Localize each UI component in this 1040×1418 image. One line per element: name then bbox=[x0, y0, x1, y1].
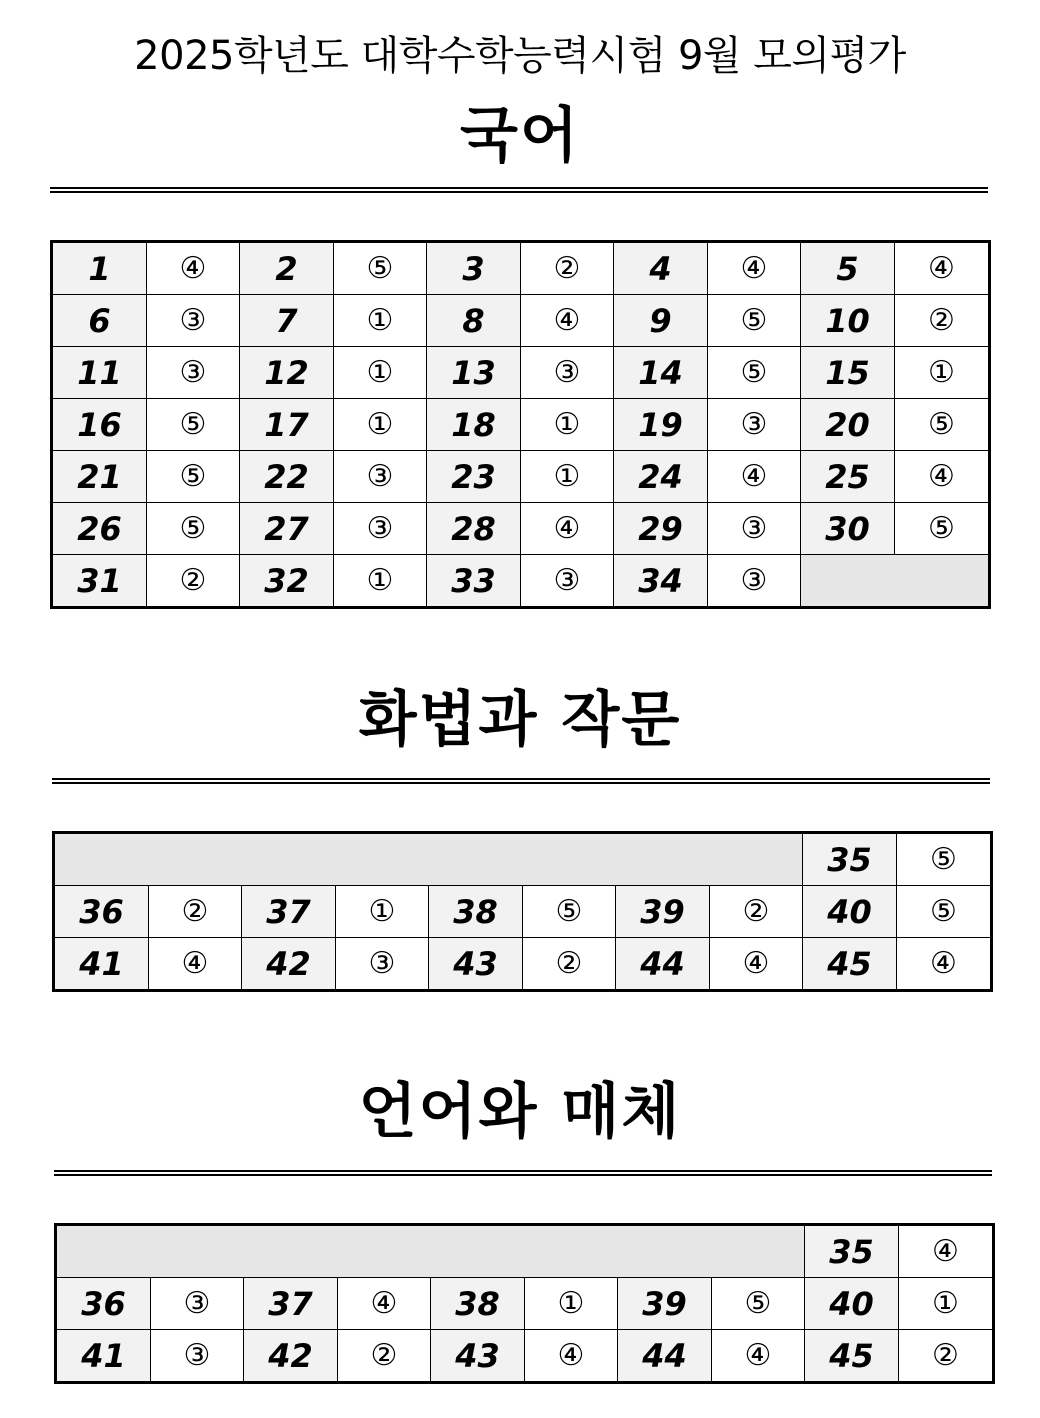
answer-choice: ⑤ bbox=[897, 886, 992, 938]
question-number: 35 bbox=[805, 1225, 899, 1278]
answer-choice: ④ bbox=[525, 1330, 618, 1383]
answer-choice: ③ bbox=[147, 347, 240, 399]
answer-choice: ④ bbox=[338, 1278, 431, 1330]
empty-cell bbox=[56, 1225, 805, 1278]
question-number: 26 bbox=[52, 503, 147, 555]
table-row bbox=[52, 347, 990, 399]
answer-choice: ④ bbox=[899, 1225, 994, 1278]
question-number: 8 bbox=[427, 295, 521, 347]
question-number: 29 bbox=[614, 503, 708, 555]
title-divider bbox=[54, 1170, 992, 1176]
question-number: 14 bbox=[614, 347, 708, 399]
answer-choice: ④ bbox=[895, 242, 990, 295]
answer-choice: ② bbox=[710, 886, 803, 938]
answer-choice: ④ bbox=[147, 242, 240, 295]
answer-table-korean bbox=[50, 240, 991, 609]
answer-choice: ② bbox=[338, 1330, 431, 1383]
answer-choice: ⑤ bbox=[712, 1278, 805, 1330]
answer-choice: ① bbox=[895, 347, 990, 399]
question-number: 41 bbox=[56, 1330, 151, 1383]
question-number: 15 bbox=[801, 347, 895, 399]
table-row bbox=[56, 1330, 994, 1383]
question-number: 19 bbox=[614, 399, 708, 451]
question-number: 44 bbox=[616, 938, 710, 991]
title-divider bbox=[52, 778, 990, 784]
answer-table-language-media bbox=[54, 1223, 995, 1384]
question-number: 37 bbox=[242, 886, 336, 938]
question-number: 4 bbox=[614, 242, 708, 295]
answer-choice: ④ bbox=[712, 1330, 805, 1383]
question-number: 36 bbox=[54, 886, 149, 938]
table-row bbox=[52, 242, 990, 295]
question-number: 40 bbox=[805, 1278, 899, 1330]
question-number: 22 bbox=[240, 451, 334, 503]
question-number: 40 bbox=[803, 886, 897, 938]
answer-choice: ④ bbox=[521, 295, 614, 347]
answer-choice: ① bbox=[334, 555, 427, 608]
answer-choice: ① bbox=[521, 451, 614, 503]
question-number: 38 bbox=[429, 886, 523, 938]
answer-choice: ① bbox=[521, 399, 614, 451]
question-number: 13 bbox=[427, 347, 521, 399]
question-number: 43 bbox=[429, 938, 523, 991]
table-row bbox=[52, 555, 990, 608]
answer-choice: ③ bbox=[521, 555, 614, 608]
answer-choice: ⑤ bbox=[523, 886, 616, 938]
question-number: 6 bbox=[52, 295, 147, 347]
question-number: 10 bbox=[801, 295, 895, 347]
question-number: 42 bbox=[244, 1330, 338, 1383]
answer-choice: ④ bbox=[710, 938, 803, 991]
question-number: 30 bbox=[801, 503, 895, 555]
title-divider bbox=[50, 187, 988, 193]
question-number: 24 bbox=[614, 451, 708, 503]
question-number: 44 bbox=[618, 1330, 712, 1383]
answer-choice: ① bbox=[899, 1278, 994, 1330]
question-number: 43 bbox=[431, 1330, 525, 1383]
question-number: 16 bbox=[52, 399, 147, 451]
question-number: 41 bbox=[54, 938, 149, 991]
question-number: 2 bbox=[240, 242, 334, 295]
question-number: 18 bbox=[427, 399, 521, 451]
answer-choice: ③ bbox=[151, 1278, 244, 1330]
answer-choice: ③ bbox=[708, 399, 801, 451]
answer-choice: ③ bbox=[334, 503, 427, 555]
exam-title: 2025학년도 대학수학능력시험 9월 모의평가 bbox=[134, 33, 906, 79]
answer-choice: ③ bbox=[336, 938, 429, 991]
section-title-korean: 국어 bbox=[460, 101, 580, 171]
answer-choice: ③ bbox=[151, 1330, 244, 1383]
question-number: 27 bbox=[240, 503, 334, 555]
answer-choice: ② bbox=[523, 938, 616, 991]
table-row bbox=[54, 833, 992, 886]
answer-choice: ⑤ bbox=[147, 451, 240, 503]
answer-table-speech-writing bbox=[52, 831, 993, 992]
answer-choice: ② bbox=[149, 886, 242, 938]
question-number: 11 bbox=[52, 347, 147, 399]
table-row bbox=[56, 1278, 994, 1330]
answer-choice: ⑤ bbox=[708, 295, 801, 347]
answer-choice: ⑤ bbox=[895, 503, 990, 555]
answer-choice: ⑤ bbox=[147, 399, 240, 451]
section-title-language-media: 언어와 매체 bbox=[358, 1077, 682, 1147]
section-title-speech-writing: 화법과 작문 bbox=[358, 685, 682, 755]
question-number: 32 bbox=[240, 555, 334, 608]
question-number: 5 bbox=[801, 242, 895, 295]
answer-choice: ⑤ bbox=[708, 347, 801, 399]
question-number: 38 bbox=[431, 1278, 525, 1330]
question-number: 39 bbox=[616, 886, 710, 938]
question-number: 35 bbox=[803, 833, 897, 886]
answer-choice: ④ bbox=[149, 938, 242, 991]
table-row bbox=[52, 503, 990, 555]
answer-choice: ① bbox=[336, 886, 429, 938]
answer-choice: ① bbox=[525, 1278, 618, 1330]
answer-choice: ④ bbox=[897, 938, 992, 991]
answer-choice: ③ bbox=[708, 503, 801, 555]
question-number: 34 bbox=[614, 555, 708, 608]
question-number: 7 bbox=[240, 295, 334, 347]
answer-choice: ⑤ bbox=[147, 503, 240, 555]
table-row bbox=[54, 886, 992, 938]
question-number: 9 bbox=[614, 295, 708, 347]
answer-choice: ③ bbox=[334, 451, 427, 503]
question-number: 21 bbox=[52, 451, 147, 503]
question-number: 20 bbox=[801, 399, 895, 451]
answer-choice: ③ bbox=[147, 295, 240, 347]
question-number: 37 bbox=[244, 1278, 338, 1330]
answer-choice: ① bbox=[334, 295, 427, 347]
answer-choice: ② bbox=[899, 1330, 994, 1383]
question-number: 39 bbox=[618, 1278, 712, 1330]
answer-choice: ④ bbox=[708, 242, 801, 295]
answer-choice: ③ bbox=[708, 555, 801, 608]
answer-choice: ② bbox=[895, 295, 990, 347]
question-number: 25 bbox=[801, 451, 895, 503]
table-row bbox=[54, 938, 992, 991]
table-row bbox=[52, 295, 990, 347]
question-number: 12 bbox=[240, 347, 334, 399]
question-number: 17 bbox=[240, 399, 334, 451]
answer-choice: ⑤ bbox=[897, 833, 992, 886]
question-number: 42 bbox=[242, 938, 336, 991]
table-row bbox=[56, 1225, 994, 1278]
answer-choice: ⑤ bbox=[895, 399, 990, 451]
answer-choice: ⑤ bbox=[334, 242, 427, 295]
empty-cell bbox=[801, 555, 990, 608]
answer-choice: ③ bbox=[521, 347, 614, 399]
answer-choice: ① bbox=[334, 347, 427, 399]
question-number: 28 bbox=[427, 503, 521, 555]
table-row bbox=[52, 399, 990, 451]
empty-cell bbox=[54, 833, 803, 886]
question-number: 45 bbox=[805, 1330, 899, 1383]
question-number: 33 bbox=[427, 555, 521, 608]
answer-choice: ④ bbox=[521, 503, 614, 555]
question-number: 3 bbox=[427, 242, 521, 295]
question-number: 1 bbox=[52, 242, 147, 295]
answer-choice: ② bbox=[147, 555, 240, 608]
question-number: 31 bbox=[52, 555, 147, 608]
answer-choice: ① bbox=[334, 399, 427, 451]
answer-choice: ④ bbox=[708, 451, 801, 503]
question-number: 23 bbox=[427, 451, 521, 503]
answer-choice: ② bbox=[521, 242, 614, 295]
answer-choice: ④ bbox=[895, 451, 990, 503]
table-row bbox=[52, 451, 990, 503]
question-number: 45 bbox=[803, 938, 897, 991]
question-number: 36 bbox=[56, 1278, 151, 1330]
